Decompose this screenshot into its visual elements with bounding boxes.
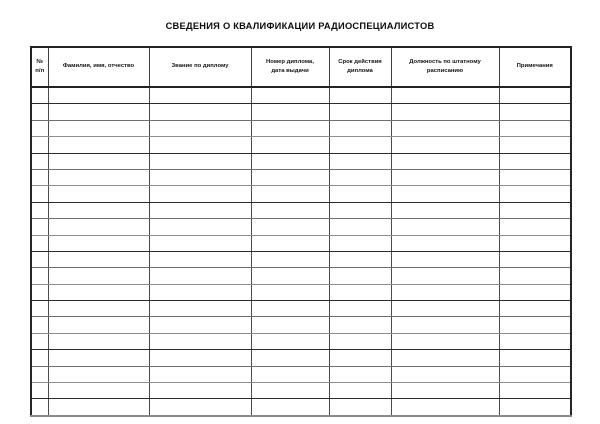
table-cell-diploma[interactable] [251,169,329,185]
table-cell-validity[interactable] [329,399,391,416]
table-cell-rank[interactable] [149,383,251,399]
table-row[interactable] [31,268,571,284]
table-cell-rank[interactable] [149,399,251,416]
table-row[interactable] [31,399,571,416]
table-cell-position[interactable] [391,251,499,267]
table-cell-position[interactable] [391,169,499,185]
table-cell-num[interactable] [31,333,48,349]
table-cell-diploma[interactable] [251,202,329,218]
column-header-line: Срок действия [338,58,382,65]
table-cell-fullname[interactable] [48,383,149,399]
table-cell-fullname[interactable] [48,120,149,136]
table-cell-num[interactable] [31,366,48,382]
table-cell-diploma[interactable] [251,301,329,317]
table-cell-validity[interactable] [329,137,391,153]
table-cell-notes[interactable] [499,137,571,153]
table-row[interactable] [31,235,571,251]
table-header-row [31,47,571,87]
column-header-line: дата выдачи [271,68,309,74]
table-cell-validity[interactable] [329,219,391,235]
column-header-line: Должность по штатному [409,58,481,65]
table-cell-rank[interactable] [149,251,251,267]
table-cell-num[interactable] [31,104,48,120]
table-cell-diploma[interactable] [251,284,329,300]
table-cell-rank[interactable] [149,317,251,333]
table-cell-rank[interactable] [149,104,251,120]
table-cell-fullname[interactable] [48,333,149,349]
table-cell-fullname[interactable] [48,284,149,300]
table-cell-validity[interactable] [329,333,391,349]
table-cell-position[interactable] [391,317,499,333]
column-header-diploma [251,47,329,87]
table-cell-notes[interactable] [499,235,571,251]
table-cell-validity[interactable] [329,104,391,120]
table-cell-diploma[interactable] [251,104,329,120]
column-header-num [31,47,48,87]
table-cell-validity[interactable] [329,202,391,218]
table-cell-diploma[interactable] [251,137,329,153]
table-cell-position[interactable] [391,301,499,317]
table-cell-num[interactable] [31,219,48,235]
table-cell-fullname[interactable] [48,104,149,120]
table-cell-validity[interactable] [329,284,391,300]
column-header-line: Фамилия, имя, отчество [62,63,135,70]
table-cell-num[interactable] [31,137,48,153]
column-header-line: Звание по диплому [171,63,229,70]
table-cell-diploma[interactable] [251,219,329,235]
table-row[interactable] [31,87,571,104]
table-row[interactable] [31,317,571,333]
table-cell-diploma[interactable] [251,153,329,169]
table-cell-diploma[interactable] [251,399,329,416]
table-cell-num[interactable] [31,87,48,104]
table-cell-fullname[interactable] [48,202,149,218]
table-cell-diploma[interactable] [251,350,329,366]
table-cell-num[interactable] [31,284,48,300]
table-cell-position[interactable] [391,202,499,218]
page-title: СВЕДЕНИЯ О КВАЛИФИКАЦИИ РАДИОСПЕЦИАЛИСТОВ [165,21,435,31]
table-cell-num[interactable] [31,399,48,416]
table-cell-position[interactable] [391,235,499,251]
table-row[interactable] [31,284,571,300]
table-cell-num[interactable] [31,202,48,218]
table-cell-notes[interactable] [499,104,571,120]
table-cell-num[interactable] [31,120,48,136]
table-cell-validity[interactable] [329,317,391,333]
table-cell-rank[interactable] [149,153,251,169]
table-cell-notes[interactable] [499,301,571,317]
table-row[interactable] [31,169,571,185]
table-row[interactable] [31,104,571,120]
table-cell-rank[interactable] [149,219,251,235]
table-cell-diploma[interactable] [251,317,329,333]
table-cell-notes[interactable] [499,399,571,416]
column-header-line: расписанию [426,68,464,74]
column-header-validity [329,47,391,87]
table-cell-validity[interactable] [329,153,391,169]
table-cell-diploma[interactable] [251,87,329,104]
table-cell-rank[interactable] [149,301,251,317]
table-row[interactable] [31,366,571,382]
table-cell-position[interactable] [391,137,499,153]
table-cell-position[interactable] [391,399,499,416]
table-cell-position[interactable] [391,333,499,349]
table-cell-notes[interactable] [499,202,571,218]
table-cell-validity[interactable] [329,301,391,317]
table-row[interactable] [31,251,571,267]
table-cell-num[interactable] [31,301,48,317]
column-header-notes [499,47,571,87]
table-cell-rank[interactable] [149,169,251,185]
table-cell-position[interactable] [391,87,499,104]
table-cell-position[interactable] [391,153,499,169]
table-cell-diploma[interactable] [251,383,329,399]
table-cell-notes[interactable] [499,169,571,185]
table-row[interactable] [31,219,571,235]
table-cell-num[interactable] [31,251,48,267]
table-cell-validity[interactable] [329,235,391,251]
table-cell-validity[interactable] [329,120,391,136]
table-row[interactable] [31,186,571,202]
table-cell-position[interactable] [391,268,499,284]
table-cell-rank[interactable] [149,186,251,202]
table-cell-notes[interactable] [499,383,571,399]
table-cell-validity[interactable] [329,366,391,382]
table-cell-position[interactable] [391,284,499,300]
column-header-line: Номер диплома, [266,58,314,65]
table-cell-position[interactable] [391,366,499,382]
table-cell-diploma[interactable] [251,186,329,202]
table-cell-position[interactable] [391,383,499,399]
qualification-table [30,46,572,417]
table-cell-num[interactable] [31,169,48,185]
table-cell-position[interactable] [391,104,499,120]
table-cell-num[interactable] [31,317,48,333]
table-cell-rank[interactable] [149,120,251,136]
table-row[interactable] [31,137,571,153]
table-cell-fullname[interactable] [48,137,149,153]
table-row[interactable] [31,120,571,136]
table-cell-rank[interactable] [149,235,251,251]
table-cell-num[interactable] [31,235,48,251]
table-cell-diploma[interactable] [251,333,329,349]
table-cell-rank[interactable] [149,284,251,300]
table-cell-rank[interactable] [149,202,251,218]
column-header-fullname [48,47,149,87]
table-cell-validity[interactable] [329,87,391,104]
table-cell-num[interactable] [31,350,48,366]
table-cell-notes[interactable] [499,120,571,136]
table-cell-notes[interactable] [499,284,571,300]
table-cell-num[interactable] [31,186,48,202]
table-cell-fullname[interactable] [48,186,149,202]
table-row[interactable] [31,153,571,169]
table-cell-diploma[interactable] [251,251,329,267]
table-cell-fullname[interactable] [48,235,149,251]
table-row[interactable] [31,383,571,399]
table-cell-fullname[interactable] [48,268,149,284]
table-cell-validity[interactable] [329,186,391,202]
table-row[interactable] [31,333,571,349]
column-header-rank [149,47,251,87]
table-cell-fullname[interactable] [48,366,149,382]
column-header-line: № [36,58,44,65]
table-body [31,87,571,416]
table-cell-notes[interactable] [499,219,571,235]
table-row[interactable] [31,350,571,366]
table-cell-notes[interactable] [499,251,571,267]
table-cell-validity[interactable] [329,350,391,366]
table-cell-fullname[interactable] [48,251,149,267]
table-cell-rank[interactable] [149,137,251,153]
table-cell-num[interactable] [31,383,48,399]
table-cell-fullname[interactable] [48,399,149,416]
column-header-line: диплома [347,68,373,74]
table-cell-fullname[interactable] [48,219,149,235]
column-header-position [391,47,499,87]
table-cell-notes[interactable] [499,153,571,169]
table-cell-diploma[interactable] [251,366,329,382]
table-cell-fullname[interactable] [48,169,149,185]
table-cell-fullname[interactable] [48,350,149,366]
table-cell-notes[interactable] [499,87,571,104]
table-cell-notes[interactable] [499,317,571,333]
table-cell-fullname[interactable] [48,87,149,104]
table-cell-rank[interactable] [149,350,251,366]
table-cell-num[interactable] [31,153,48,169]
table-cell-rank[interactable] [149,366,251,382]
table-cell-diploma[interactable] [251,235,329,251]
table-cell-notes[interactable] [499,366,571,382]
table-cell-position[interactable] [391,186,499,202]
table-cell-diploma[interactable] [251,268,329,284]
table-cell-validity[interactable] [329,169,391,185]
table-cell-fullname[interactable] [48,301,149,317]
table-cell-notes[interactable] [499,186,571,202]
table-cell-position[interactable] [391,120,499,136]
table-cell-validity[interactable] [329,268,391,284]
table-cell-position[interactable] [391,219,499,235]
table-cell-diploma[interactable] [251,120,329,136]
table-cell-rank[interactable] [149,268,251,284]
table-cell-validity[interactable] [329,383,391,399]
column-header-line: п/п [35,68,45,74]
table-cell-notes[interactable] [499,333,571,349]
column-header-line: Примечания [516,63,553,70]
table-row[interactable] [31,202,571,218]
table-cell-rank[interactable] [149,333,251,349]
table-cell-num[interactable] [31,268,48,284]
table-row[interactable] [31,301,571,317]
table-cell-validity[interactable] [329,251,391,267]
table-cell-rank[interactable] [149,87,251,104]
table-cell-fullname[interactable] [48,153,149,169]
table-cell-position[interactable] [391,350,499,366]
table-cell-notes[interactable] [499,350,571,366]
table-cell-fullname[interactable] [48,317,149,333]
table-cell-notes[interactable] [499,268,571,284]
table-header [31,47,571,87]
